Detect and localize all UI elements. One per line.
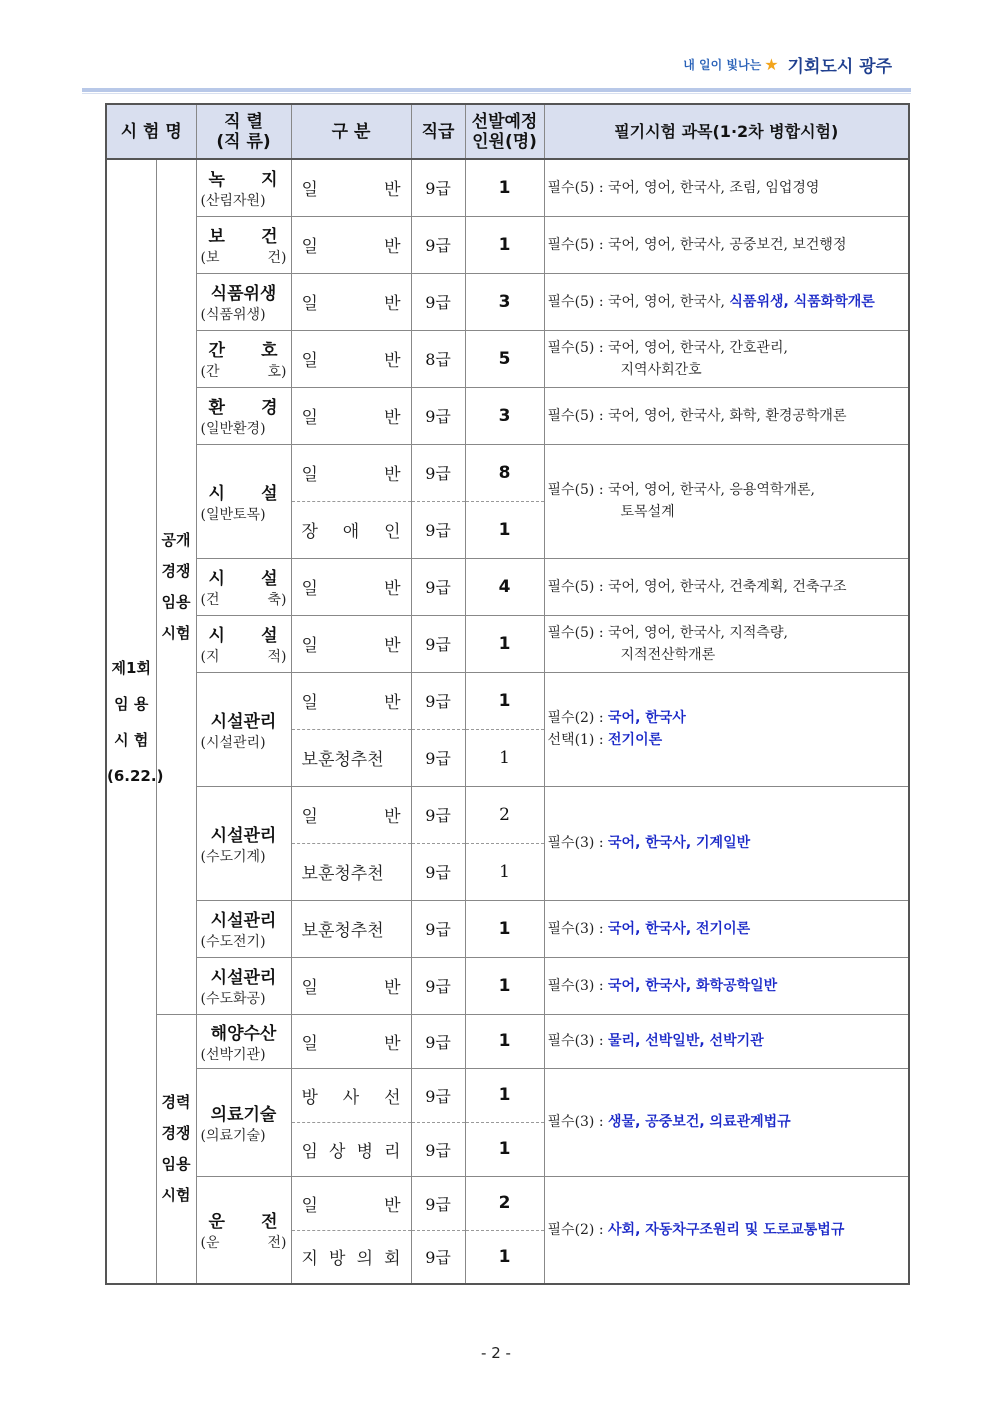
header-subjects: 필기시험 과목(1·2차 병합시험) bbox=[544, 104, 909, 159]
subjects-text-cont: 지적전산학개론 bbox=[620, 646, 716, 663]
header-division: 구 분 bbox=[291, 104, 411, 159]
subjects-cell bbox=[544, 1068, 909, 1176]
grade-cell: 9급 bbox=[411, 159, 465, 216]
table-row bbox=[106, 957, 909, 1014]
subjects-highlight: 물리, 선박일반, 선박기관 bbox=[608, 1033, 764, 1049]
header-rule bbox=[82, 88, 911, 92]
table-row bbox=[106, 672, 909, 729]
division-cell: 방 사 선 bbox=[291, 1068, 411, 1122]
grade-cell: 9급 bbox=[411, 615, 465, 672]
job-name: 해양수산 bbox=[210, 1023, 277, 1044]
job-name: 간 호 bbox=[208, 341, 279, 361]
header-exam: 시 험 명 bbox=[106, 104, 196, 159]
job-sub: (운 전) bbox=[200, 1235, 287, 1252]
job-cell bbox=[196, 216, 291, 273]
subjects-cell: 필수(5) : 국어, 영어, 한국사, 화학, 환경공학개론 bbox=[544, 387, 909, 444]
header-count-top: 선발예정 bbox=[471, 111, 538, 132]
subjects-text: 필수(3) : bbox=[547, 1033, 609, 1049]
job-cell bbox=[196, 330, 291, 387]
grade-cell: 9급 bbox=[411, 786, 465, 843]
star-icon: ★ bbox=[764, 55, 779, 74]
grade-cell: 9급 bbox=[411, 1014, 465, 1068]
exam-name-line: (6.22.) bbox=[107, 766, 164, 785]
count-cell: 1 bbox=[465, 1068, 544, 1122]
subjects-text: 필수(2) : bbox=[547, 1221, 609, 1238]
job-cell bbox=[196, 615, 291, 672]
header-series bbox=[196, 104, 291, 159]
division-cell: 일 반 bbox=[291, 159, 411, 216]
job-cell bbox=[196, 273, 291, 330]
subjects-highlight: 국어, 한국사, 기계일반 bbox=[608, 835, 751, 851]
job-sub: (수도기계) bbox=[200, 848, 266, 865]
subjects-text: 필수(5) : 국어, 영어, 한국사, 응용역학개론, bbox=[547, 482, 815, 498]
group-line: 경쟁 bbox=[161, 1123, 191, 1142]
subjects-highlight: 국어, 한국사, 화학공학일반 bbox=[608, 977, 778, 994]
grade-cell: 9급 bbox=[411, 900, 465, 957]
count-cell: 1 bbox=[465, 1014, 544, 1068]
division-cell: 일 반 bbox=[291, 786, 411, 843]
job-cell bbox=[196, 159, 291, 216]
table-row bbox=[106, 900, 909, 957]
division-cell: 보훈청추천 bbox=[291, 729, 411, 786]
subjects-cell: 필수(5) : 국어, 영어, 한국사, 건축계획, 건축구조 bbox=[544, 558, 909, 615]
division-cell: 보훈청추천 bbox=[291, 900, 411, 957]
subjects-text: 필수(2) : bbox=[547, 710, 609, 726]
subjects-cell bbox=[544, 1014, 909, 1068]
header-rule-thin bbox=[82, 93, 911, 94]
job-cell bbox=[196, 957, 291, 1014]
table-row bbox=[106, 615, 909, 672]
division-cell: 임 상 병 리 bbox=[291, 1122, 411, 1176]
subjects-cell bbox=[544, 444, 909, 558]
count-cell: 1 bbox=[465, 957, 544, 1014]
subjects-cell bbox=[544, 1176, 909, 1284]
job-name: 보 건 bbox=[208, 227, 279, 247]
division-cell: 일 반 bbox=[291, 273, 411, 330]
job-sub: (의료기술) bbox=[200, 1127, 266, 1144]
city-logo bbox=[683, 52, 892, 77]
count-cell: 1 bbox=[465, 843, 544, 900]
job-cell bbox=[196, 1176, 291, 1284]
group-line: 공개 bbox=[161, 530, 191, 549]
count-cell: 8 bbox=[465, 444, 544, 501]
subjects-cell bbox=[544, 615, 909, 672]
table-row bbox=[106, 1068, 909, 1122]
job-cell bbox=[196, 1014, 291, 1068]
count-cell: 1 bbox=[465, 1230, 544, 1284]
subjects-cell bbox=[544, 786, 909, 900]
table-row bbox=[106, 786, 909, 843]
job-name: 식품위생 bbox=[210, 284, 277, 304]
job-sub: (간 호) bbox=[200, 364, 287, 380]
exam-name-line: 시 험 bbox=[114, 730, 149, 749]
subjects-cell bbox=[544, 900, 909, 957]
count-cell: 1 bbox=[465, 501, 544, 558]
header-grade: 직급 bbox=[411, 104, 465, 159]
table-row bbox=[106, 1014, 909, 1068]
table-row bbox=[106, 273, 909, 330]
division-cell: 일 반 bbox=[291, 1176, 411, 1230]
group-line: 경력 bbox=[161, 1092, 191, 1111]
subjects-highlight: 국어, 한국사 bbox=[608, 710, 686, 726]
job-sub: (산림자원) bbox=[200, 193, 266, 210]
subjects-text: 선택(1) : bbox=[547, 732, 609, 748]
job-cell bbox=[196, 444, 291, 558]
division-cell: 일 반 bbox=[291, 444, 411, 501]
subjects-text: 필수(3) : bbox=[547, 1114, 609, 1130]
subjects-text-cont: 지역사회간호 bbox=[620, 361, 702, 378]
exam-table bbox=[105, 103, 910, 1285]
division-cell: 일 반 bbox=[291, 330, 411, 387]
count-cell: 1 bbox=[465, 159, 544, 216]
header-row bbox=[106, 104, 909, 159]
job-sub: (선박기관) bbox=[200, 1046, 266, 1063]
grade-cell: 9급 bbox=[411, 558, 465, 615]
division-cell: 일 반 bbox=[291, 615, 411, 672]
grade-cell: 9급 bbox=[411, 672, 465, 729]
exam-name-line: 제1회 bbox=[111, 658, 151, 677]
group-career-cell bbox=[156, 1014, 196, 1284]
subjects-text: 필수(3) : bbox=[547, 835, 609, 851]
grade-cell: 9급 bbox=[411, 729, 465, 786]
job-name: 시 설 bbox=[208, 483, 279, 504]
table-row bbox=[106, 444, 909, 501]
subjects-highlight: 사회, 자동차구조원리 및 도로교통법규 bbox=[608, 1221, 845, 1238]
job-sub: (일반토목) bbox=[200, 506, 266, 523]
subjects-cell bbox=[544, 672, 909, 786]
job-name: 시설관리 bbox=[210, 711, 277, 732]
grade-cell: 9급 bbox=[411, 1176, 465, 1230]
exam-name-cell bbox=[106, 159, 164, 1284]
count-cell: 1 bbox=[465, 1122, 544, 1176]
count-cell: 3 bbox=[465, 273, 544, 330]
count-cell: 1 bbox=[465, 615, 544, 672]
grade-cell: 9급 bbox=[411, 843, 465, 900]
subjects-text: 필수(5) : 국어, 영어, 한국사, bbox=[547, 293, 730, 310]
page-number: - 2 - bbox=[481, 1344, 511, 1362]
job-name: 환 경 bbox=[208, 398, 279, 418]
table-row bbox=[106, 387, 909, 444]
division-cell: 일 반 bbox=[291, 387, 411, 444]
subjects-cell: 필수(5) : 국어, 영어, 한국사, 조림, 임업경영 bbox=[544, 159, 909, 216]
grade-cell: 9급 bbox=[411, 444, 465, 501]
count-cell: 2 bbox=[465, 1176, 544, 1230]
count-cell: 1 bbox=[465, 729, 544, 786]
exam-name-line: 임 용 bbox=[114, 694, 149, 713]
job-sub: (건 축) bbox=[200, 592, 287, 608]
subjects-highlight: 국어, 한국사, 전기이론 bbox=[608, 920, 751, 937]
grade-cell: 9급 bbox=[411, 216, 465, 273]
job-name: 시 설 bbox=[208, 626, 279, 646]
subjects-text: 필수(3) : bbox=[547, 977, 609, 994]
job-name: 녹 지 bbox=[208, 170, 279, 191]
grade-cell: 9급 bbox=[411, 273, 465, 330]
count-cell: 5 bbox=[465, 330, 544, 387]
subjects-text: 필수(5) : 국어, 영어, 한국사, 간호관리, bbox=[547, 339, 788, 356]
job-cell bbox=[196, 900, 291, 957]
subjects-cell bbox=[544, 957, 909, 1014]
division-cell: 일 반 bbox=[291, 1014, 411, 1068]
group-open-cell bbox=[156, 159, 196, 1014]
count-cell: 4 bbox=[465, 558, 544, 615]
grade-cell: 8급 bbox=[411, 330, 465, 387]
subjects-highlight: 전기이론 bbox=[608, 732, 663, 748]
job-sub: (일반환경) bbox=[200, 421, 266, 437]
subjects-highlight: 생물, 공중보건, 의료관계법규 bbox=[608, 1114, 791, 1130]
division-cell: 일 반 bbox=[291, 672, 411, 729]
job-name: 시설관리 bbox=[210, 968, 277, 988]
count-cell: 1 bbox=[465, 672, 544, 729]
header-count-bottom: 인원(명) bbox=[472, 131, 537, 152]
grade-cell: 9급 bbox=[411, 501, 465, 558]
subjects-text: 필수(5) : 국어, 영어, 한국사, 지적측량, bbox=[547, 624, 788, 641]
job-sub: (수도화공) bbox=[200, 991, 266, 1007]
division-cell: 지 방 의 회 bbox=[291, 1230, 411, 1284]
subjects-cell bbox=[544, 330, 909, 387]
table-row bbox=[106, 558, 909, 615]
division-cell: 장 애 인 bbox=[291, 501, 411, 558]
grade-cell: 9급 bbox=[411, 957, 465, 1014]
logo-big-text: 기회도시 광주 bbox=[787, 57, 892, 77]
count-cell: 3 bbox=[465, 387, 544, 444]
subjects-text-cont: 토목설계 bbox=[620, 504, 675, 520]
job-name: 시설관리 bbox=[210, 825, 277, 846]
count-cell: 1 bbox=[465, 900, 544, 957]
grade-cell: 9급 bbox=[411, 387, 465, 444]
job-name: 시설관리 bbox=[210, 911, 277, 931]
job-sub: (수도전기) bbox=[200, 934, 266, 950]
group-line: 시험 bbox=[161, 623, 191, 642]
job-cell bbox=[196, 387, 291, 444]
job-cell bbox=[196, 558, 291, 615]
job-name: 의료기술 bbox=[210, 1104, 277, 1125]
count-cell: 2 bbox=[465, 786, 544, 843]
subjects-cell bbox=[544, 273, 909, 330]
table-row bbox=[106, 1176, 909, 1230]
subjects-cell: 필수(5) : 국어, 영어, 한국사, 공중보건, 보건행정 bbox=[544, 216, 909, 273]
grade-cell: 9급 bbox=[411, 1122, 465, 1176]
job-sub: (시설관리) bbox=[200, 734, 266, 751]
header-count bbox=[465, 104, 544, 159]
job-name: 시 설 bbox=[208, 569, 279, 589]
subjects-highlight: 식품위생, 식품화학개론 bbox=[729, 293, 875, 310]
subjects-text: 필수(3) : bbox=[547, 920, 609, 937]
division-cell: 일 반 bbox=[291, 558, 411, 615]
table-row bbox=[106, 330, 909, 387]
job-sub: (지 적) bbox=[200, 649, 287, 665]
division-cell: 일 반 bbox=[291, 957, 411, 1014]
table-row bbox=[106, 159, 909, 216]
group-line: 임용 bbox=[161, 592, 191, 611]
job-sub: (식품위생) bbox=[200, 307, 266, 323]
job-name: 운 전 bbox=[208, 1212, 279, 1233]
group-line: 시험 bbox=[161, 1185, 191, 1204]
grade-cell: 9급 bbox=[411, 1230, 465, 1284]
group-line: 경쟁 bbox=[161, 561, 191, 580]
count-cell: 1 bbox=[465, 216, 544, 273]
table-row bbox=[106, 216, 909, 273]
job-cell bbox=[196, 1068, 291, 1176]
group-line: 임용 bbox=[161, 1154, 191, 1173]
job-sub: (보 건) bbox=[200, 250, 287, 266]
logo-small-text: 내 일이 빛나는 bbox=[683, 58, 762, 72]
header-series-top: 직 렬 bbox=[224, 111, 263, 132]
job-cell bbox=[196, 786, 291, 900]
header-series-bottom: (직 류) bbox=[216, 131, 271, 152]
grade-cell: 9급 bbox=[411, 1068, 465, 1122]
division-cell: 보훈청추천 bbox=[291, 843, 411, 900]
job-cell bbox=[196, 672, 291, 786]
division-cell: 일 반 bbox=[291, 216, 411, 273]
